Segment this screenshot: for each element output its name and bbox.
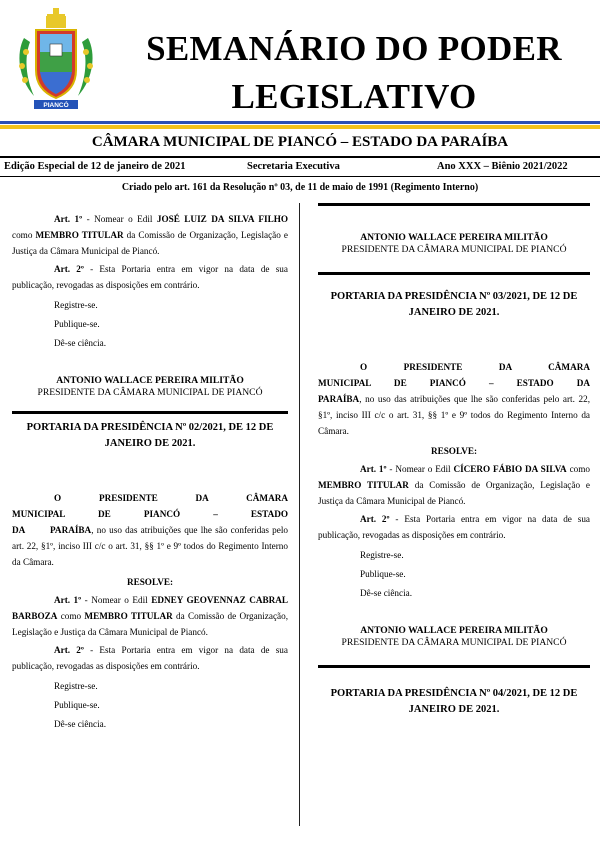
- portaria-title: PORTARIA DA PRESIDÊNCIA Nº 02/2021, DE 12 DE JANEIRO DE 2021.: [26, 422, 274, 449]
- signatory-name-2: ANTONIO WALLACE PEREIRA MILITÃO: [360, 625, 548, 636]
- art1-paragraph: Art. 1º - Nomear o Edil JOSÉ LUIZ DA SILVA FILHO como MEMBRO TITULAR da Comissão de Organização, Legislação e Justiça da Câmara Municipal de Piancó.: [12, 214, 288, 256]
- signature-block-1: [318, 232, 590, 256]
- publique: Publique-se.: [54, 319, 100, 329]
- signatory-name: ANTONIO WALLACE PEREIRA MILITÃO: [56, 375, 244, 386]
- resolve-heading: RESOLVE:: [126, 577, 174, 587]
- newsletter-title-line2: LEGISLATIVO: [231, 77, 477, 116]
- signature-block-2: [318, 625, 590, 649]
- portaria-title-3: PORTARIA DA PRESIDÊNCIA Nº 03/2021, DE 12 DE JANEIRO DE 2021.: [330, 291, 578, 318]
- signatory-name-1: ANTONIO WALLACE PEREIRA MILITÃO: [360, 232, 548, 243]
- resolve-heading-3: RESOLVE:: [430, 446, 478, 456]
- intro-paragraph-3: O PRESIDENTE DA CÂMARA MUNICIPAL DE PIANCÓ – ESTADO DA PARAÍBA, no uso das atribuições que lhe são conferidas pelo art. 22, §1º, inciso III c/c o art. 31, §§ 1º e 9º todos do Regimento Interno da Câmara.: [318, 362, 590, 436]
- municipal-crest-icon: [6, 8, 106, 116]
- art2-paragraph: Art. 2º - Esta Portaria entra em vigor na data de sua publicação, revogadas as disposições em contrário.: [12, 264, 288, 290]
- p3-registre: Registre-se.: [360, 550, 404, 560]
- p3-ciencia: Dê-se ciência.: [360, 588, 413, 598]
- signatory-role-1: PRESIDENTE DA CÂMARA MUNICIPAL DE PIANCÓ: [341, 244, 567, 255]
- newsletter-title-line1: SEMANÁRIO DO PODER: [146, 29, 562, 68]
- secretariat: Secretaria Executiva: [247, 161, 340, 172]
- section-separator: [12, 411, 288, 414]
- section-separator-3: [318, 665, 590, 668]
- signatory-role-2: PRESIDENTE DA CÂMARA MUNICIPAL DE PIANCÓ: [341, 637, 567, 648]
- registre: Registre-se.: [54, 300, 98, 310]
- p2-art1-paragraph: Art. 1º - Nomear o Edil EDNEY GEOVENNAZ CABRAL BARBOZA como MEMBRO TITULAR da Comissão de Organização, Legislação e Justiça da Câmara Municipal de Piancó.: [12, 595, 288, 637]
- left-column: [12, 211, 288, 734]
- right-top-separator: [318, 203, 590, 206]
- edition-bottom-rule: [0, 176, 600, 177]
- signature-block: [12, 375, 288, 399]
- p2-ciencia: Dê-se ciência.: [54, 719, 107, 729]
- p3-art2-paragraph: Art. 2º - Esta Portaria entra em vigor na data de sua publicação, revogadas as disposições em contrário.: [318, 514, 590, 540]
- crest-city-text: PIANCÓ: [43, 102, 69, 109]
- signatory-role: PRESIDENTE DA CÂMARA MUNICIPAL DE PIANCÓ: [37, 387, 263, 398]
- edition-top-rule: [0, 156, 600, 158]
- edition-date: Edição Especial de 12 de janeiro de 2021: [4, 161, 186, 172]
- chamber-subtitle: CÂMARA MUNICIPAL DE PIANCÓ – ESTADO DA PARAÍBA: [91, 134, 509, 150]
- column-divider: [299, 203, 300, 826]
- ciencia: Dê-se ciência.: [54, 338, 107, 348]
- right-column: [318, 203, 590, 718]
- header-blue-rule: [0, 121, 600, 124]
- p3-art1-paragraph: Art. 1º - Nomear o Edil CÍCERO FÁBIO DA SILVA como MEMBRO TITULAR da Comissão de Organização, Legislação e Justiça da Câmara Municipal de Piancó.: [318, 464, 590, 506]
- portaria-title-4: PORTARIA DA PRESIDÊNCIA Nº 04/2021, DE 12 DE JANEIRO DE 2021.: [330, 688, 578, 715]
- edition-year: Ano XXX – Biênio 2021/2022: [437, 161, 568, 172]
- section-separator-2: [318, 272, 590, 275]
- p2-art2-paragraph: Art. 2º - Esta Portaria entra em vigor na data de sua publicação, revogadas as disposições em contrário.: [12, 645, 288, 671]
- p2-publique: Publique-se.: [54, 700, 100, 710]
- p2-registre: Registre-se.: [54, 681, 98, 691]
- intro-paragraph: O PRESIDENTE DA CÂMARA MUNICIPAL DE PIANCÓ – ESTADO DA PARAÍBA, no uso das atribuições que lhe são conferidas pelo art. 22, §1º, inciso III c/c o art. 31, §§ 1º e 9º todos do Regimento Interno da Câmara.: [12, 493, 288, 567]
- creation-note: Criado pelo art. 161 da Resolução nº 03, de 11 de maio de 1991 (Regimento Interno): [121, 182, 479, 193]
- p3-publique: Publique-se.: [360, 569, 406, 579]
- header-yellow-rule: [0, 125, 600, 129]
